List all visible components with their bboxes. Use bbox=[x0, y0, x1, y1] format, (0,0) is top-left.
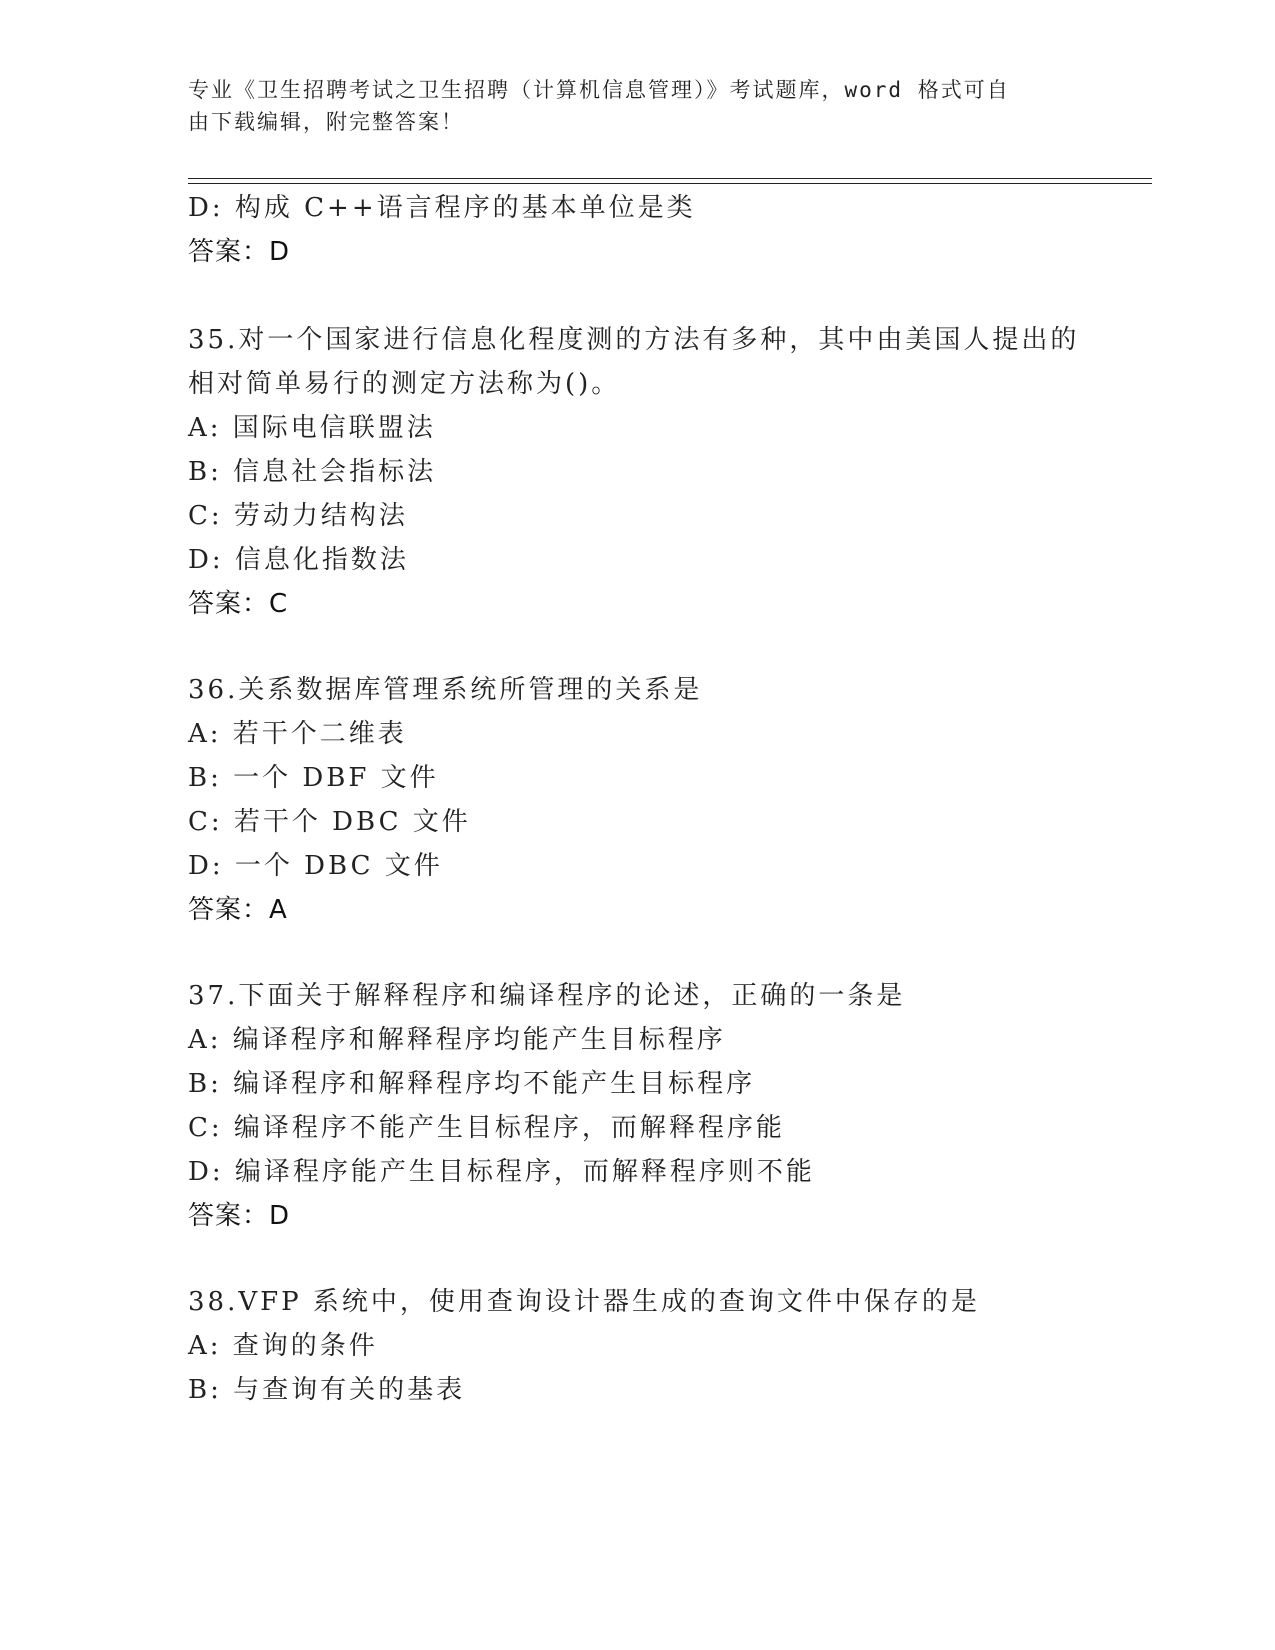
q36-option-d: D: 一个 DBC 文件 bbox=[188, 851, 443, 881]
q38-option-b: B: 与查询有关的基表 bbox=[188, 1375, 466, 1405]
q36-stem-line-1: 36.关系数据库管理系统所管理的关系是 bbox=[188, 675, 703, 705]
q37-stem-line-1: 37.下面关于解释程序和编译程序的论述，正确的一条是 bbox=[188, 981, 906, 1011]
document-header bbox=[188, 74, 1068, 138]
q37-answer: 答案：D bbox=[188, 1201, 291, 1231]
q35-option-a: A: 国际电信联盟法 bbox=[188, 413, 436, 443]
q35-answer: 答案：C bbox=[188, 589, 289, 619]
q37-option-d: D: 编译程序能产生目标程序，而解释程序则不能 bbox=[188, 1157, 815, 1187]
q37-option-c: C: 编译程序不能产生目标程序，而解释程序能 bbox=[188, 1113, 785, 1143]
header-divider-bottom bbox=[188, 183, 1152, 184]
q38-stem-line-1: 38.VFP 系统中，使用查询设计器生成的查询文件中保存的是 bbox=[188, 1287, 980, 1317]
q35-stem-line-1: 35.对一个国家进行信息化程度测的方法有多种，其中由美国人提出的 bbox=[188, 325, 1080, 355]
header-line-2: 由下载编辑，附完整答案！ bbox=[188, 110, 464, 134]
q36-option-a: A: 若干个二维表 bbox=[188, 719, 407, 749]
q37-option-a: A: 编译程序和解释程序均能产生目标程序 bbox=[188, 1025, 726, 1055]
q35-stem-line-2: 相对简单易行的测定方法称为()。 bbox=[188, 369, 621, 399]
q36-answer: 答案：A bbox=[188, 895, 288, 925]
q35-option-d: D: 信息化指数法 bbox=[188, 545, 409, 575]
q35-option-c: C: 劳动力结构法 bbox=[188, 501, 408, 531]
header-line-1: 专业《卫生招聘考试之卫生招聘（计算机信息管理）》考试题库，word 格式可自 bbox=[188, 78, 1010, 102]
q37-option-b: B: 编译程序和解释程序均不能产生目标程序 bbox=[188, 1069, 756, 1099]
header-divider-top bbox=[188, 178, 1152, 179]
q35-option-b: B: 信息社会指标法 bbox=[188, 457, 437, 487]
q36-option-c: C: 若干个 DBC 文件 bbox=[188, 807, 471, 837]
prev-option-d: D: 构成 C++语言程序的基本单位是类 bbox=[188, 193, 696, 223]
q36-option-b: B: 一个 DBF 文件 bbox=[188, 763, 439, 793]
prev-answer: 答案：D bbox=[188, 237, 291, 267]
q38-option-a: A: 查询的条件 bbox=[188, 1331, 378, 1361]
